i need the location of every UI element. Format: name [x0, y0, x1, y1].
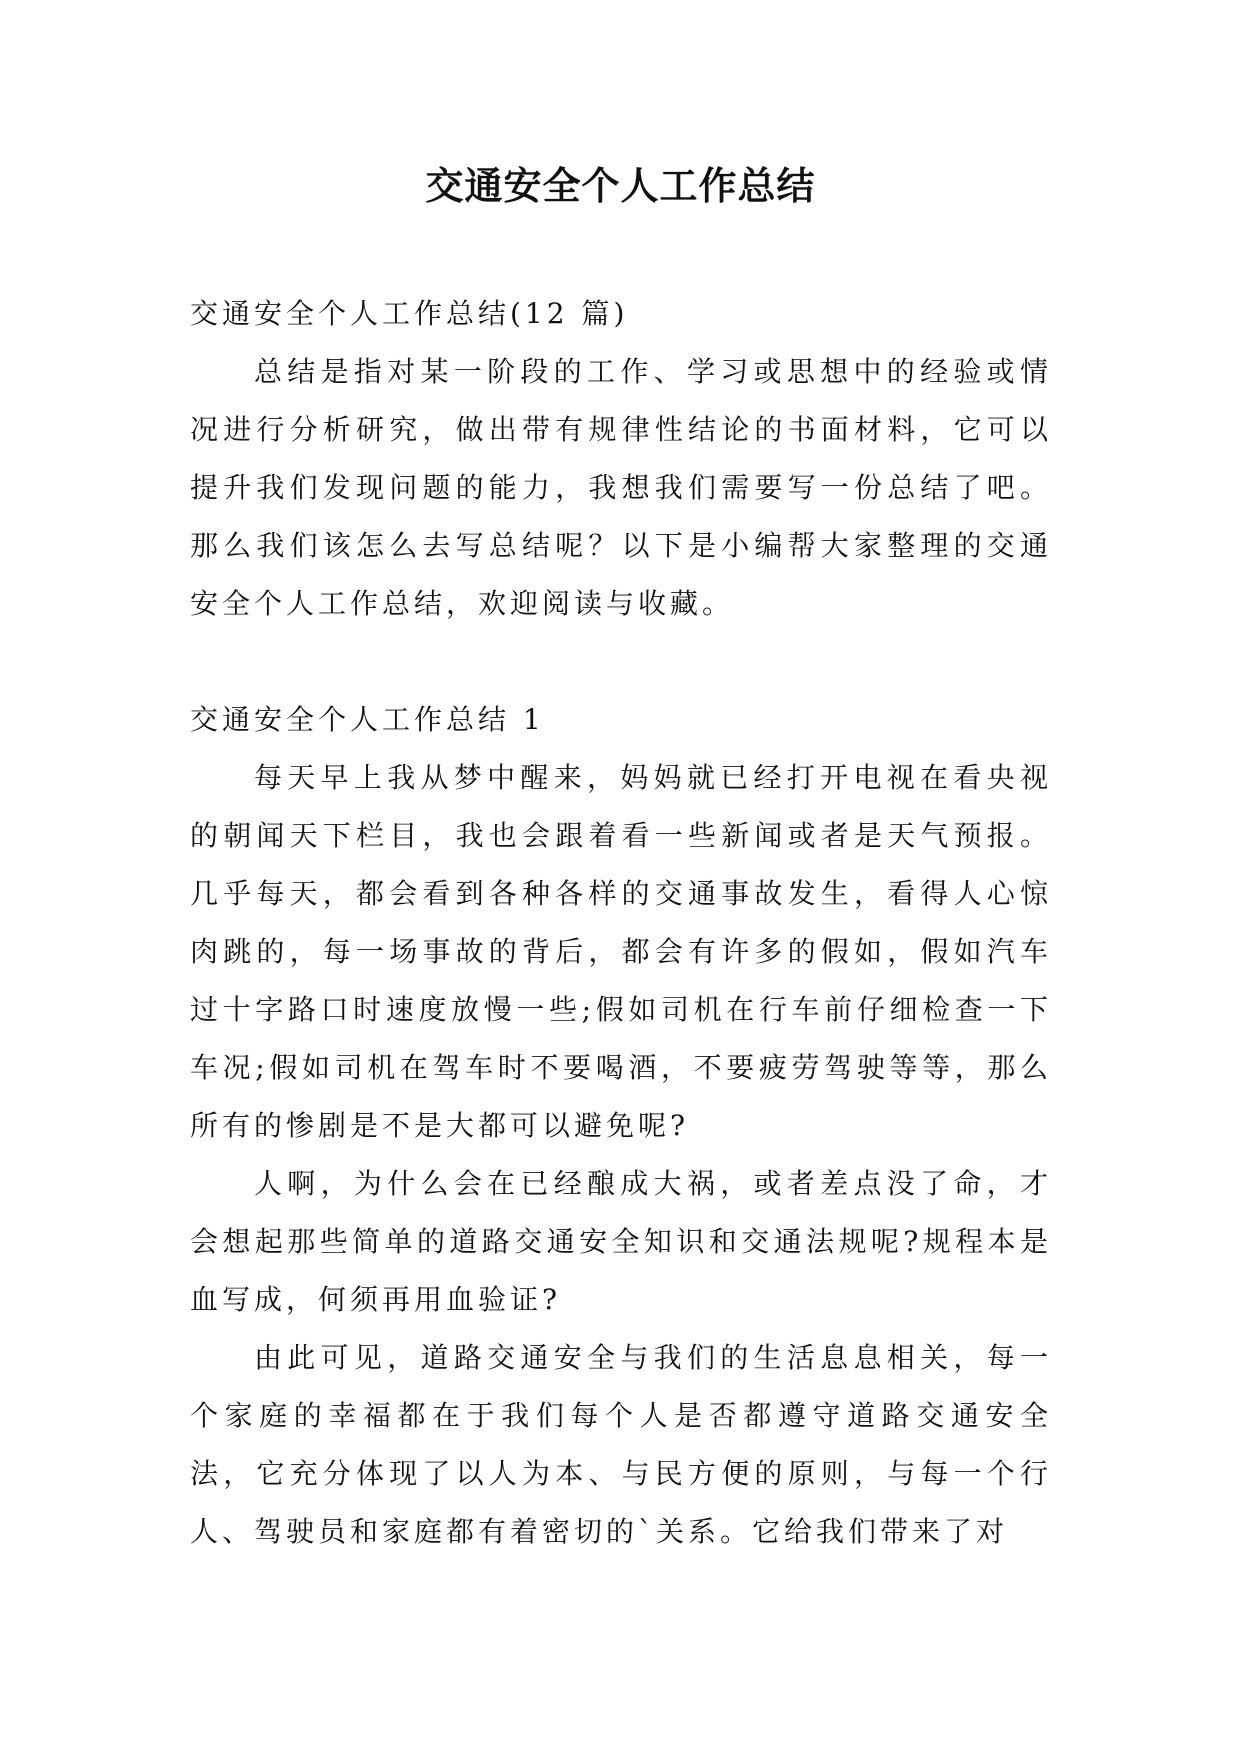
document-title: 交通安全个人工作总结	[425, 164, 816, 208]
body-paragraph: 人啊，为什么会在已经酿成大祸，或者差点没了命，才会想起那些简单的道路交通安全知识和交通法规呢?规程本是血写成，何须再用血验证?	[190, 1167, 1052, 1316]
body-paragraph: 每天早上我从梦中醒来，妈妈就已经打开电视在看央视的朝闻天下栏目，我也会跟着看一些新闻或者是天气预报。几乎每天，都会看到各种各样的交通事故发生，看得人心惊肉跳的，每一场事故的背后，都会有许多的假如，假如汽车过十字路口时速度放慢一些;假如司机在行车前仔细检查一下车况;假如司机在驾车时不要喝酒，不要疲劳驾驶等等，那么所有的惨剧是不是大都可以避免呢?	[190, 761, 1052, 1142]
document-body	[190, 285, 1052, 1561]
section-heading: 交通安全个人工作总结 1	[190, 703, 545, 736]
body-paragraph: 由此可见，道路交通安全与我们的生活息息相关，每一个家庭的幸福都在于我们每个人是否都遵守道路交通安全法，它充分体现了以人为本、与民方便的原则，与每一个行人、驾驶员和家庭都有着密切的`关系。它给我们带来了对	[190, 1341, 1052, 1548]
section-spacer	[190, 633, 1052, 691]
intro-paragraph: 总结是指对某一阶段的工作、学习或思想中的经验或情况进行分析研究，做出带有规律性结论的书面材料，它可以提升我们发现问题的能力，我想我们需要写一份总结了吧。那么我们该怎么去写总结呢？以下是小编帮大家整理的交通安全个人工作总结，欢迎阅读与收藏。	[190, 355, 1052, 620]
document-subtitle: 交通安全个人工作总结(12 篇)	[190, 297, 629, 330]
